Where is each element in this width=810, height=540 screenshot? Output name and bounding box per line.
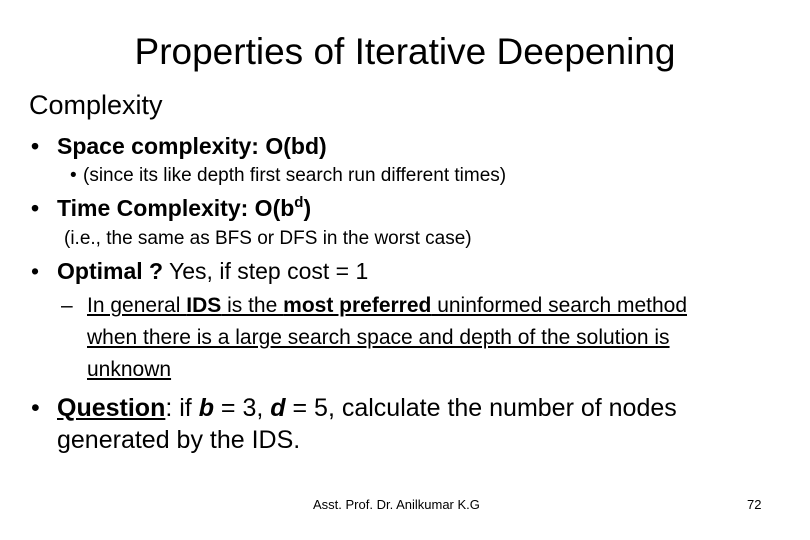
question-label: Question [57, 394, 166, 422]
question-line-2: generated by the IDS. [57, 426, 301, 454]
ids-note-emphasis: IDS [186, 294, 222, 317]
footer-author: Asst. Prof. Dr. Anilkumar K.G [313, 497, 480, 512]
time-complexity-item [31, 193, 311, 223]
ids-note-line-2: when there is a large search space and depth of the solution is [87, 326, 670, 349]
bullet-icon: • [31, 195, 40, 221]
question-text-part: : if [165, 394, 199, 422]
question-item [31, 392, 677, 424]
ids-note-part: uninformed search method [431, 294, 687, 317]
bullet-icon: • [31, 394, 40, 422]
bullet-icon: • [31, 258, 40, 284]
question-variable-b: b [198, 394, 214, 422]
ids-note-line-3: unknown [87, 358, 172, 381]
optimal-label: Optimal ? [57, 258, 164, 284]
ids-note-part: In general [87, 294, 187, 317]
ids-note-line-1 [61, 290, 687, 322]
optimal-item [31, 256, 368, 286]
time-complexity-close: ) [303, 195, 312, 221]
time-complexity-exponent: d [294, 194, 304, 211]
section-heading: Complexity [29, 90, 163, 120]
dash-icon: – [61, 294, 73, 317]
ids-note-part: is the [221, 294, 284, 317]
question-variable-d: d [270, 394, 286, 422]
time-complexity-label: Time Complexity: O(b [57, 195, 295, 221]
question-text-part: = 5, calculate the number of nodes [285, 394, 677, 422]
time-complexity-note: (i.e., the same as BFS or DFS in the worst case) [64, 228, 472, 249]
sub-bullet-icon: • [70, 165, 77, 186]
page-number: 72 [747, 497, 762, 512]
bullet-icon: • [31, 133, 40, 159]
ids-note-text-1 [87, 294, 687, 317]
ids-note-emphasis: most preferred [283, 294, 432, 317]
slide-title: Properties of Iterative Deepening [134, 31, 676, 72]
space-complexity-note [70, 164, 506, 188]
space-complexity-item [31, 131, 327, 161]
question-text-part: = 3, [213, 394, 271, 422]
optimal-answer: Yes, if step cost = 1 [163, 258, 369, 284]
space-complexity-label: Space complexity: O(bd) [57, 133, 327, 159]
space-complexity-note-text: (since its like depth first search run different times) [83, 165, 507, 186]
